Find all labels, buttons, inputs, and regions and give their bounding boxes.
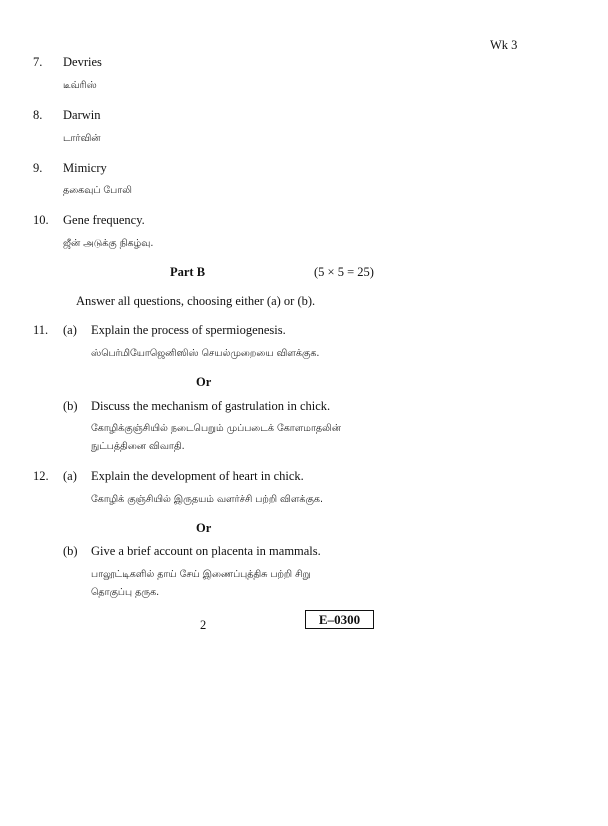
question-number: 9. bbox=[33, 161, 43, 175]
option-label: (b) bbox=[63, 399, 78, 413]
question-text-ta: கோழிக்குஞ்சியில் நடைபெறும் முப்படைக் கோளமாதலின் bbox=[91, 423, 341, 434]
page-number: 2 bbox=[200, 618, 207, 632]
question-number: 8. bbox=[33, 108, 43, 122]
question-text-en: Discuss the mechanism of gastrulation in chick. bbox=[91, 399, 331, 413]
question-number: 10. bbox=[33, 213, 49, 227]
question-text-ta: தொகுப்பு தருக. bbox=[91, 587, 160, 598]
option-label: (a) bbox=[63, 323, 77, 337]
question-text-en: Devries bbox=[63, 55, 102, 69]
question-number: 12. bbox=[33, 469, 49, 483]
question-text-en: Mimicry bbox=[63, 161, 107, 175]
question-text-ta: ஜீன் அடுக்கு நிகழ்வு. bbox=[63, 238, 154, 249]
question-text-en: Explain the process of spermiogenesis. bbox=[91, 323, 286, 337]
page-tag: Wk 3 bbox=[490, 38, 518, 52]
question-text-ta: டார்வின் bbox=[63, 133, 101, 144]
question-number: 11. bbox=[33, 323, 49, 337]
section-instruction: Answer all questions, choosing either (a) or (b). bbox=[76, 294, 316, 308]
option-label: (b) bbox=[63, 544, 78, 558]
paper-code-box: E–0300 bbox=[305, 610, 374, 629]
question-text-ta: தகைவுப் போலி bbox=[63, 185, 132, 196]
question-text-en: Give a brief account on placenta in mammals. bbox=[91, 544, 321, 558]
section-title: Part B bbox=[170, 265, 206, 279]
question-text-ta: கோழிக் குஞ்சியில் இருதயம் வளர்ச்சி பற்றி விளக்குக. bbox=[91, 494, 323, 505]
question-text-en: Explain the development of heart in chick. bbox=[91, 469, 304, 483]
or-separator: Or bbox=[196, 521, 212, 535]
section-marks: (5 × 5 = 25) bbox=[314, 265, 374, 279]
question-text-ta: ஸ்பெர்மியோஜெனிஸிஸ் செயல்முறையை விளக்குக. bbox=[91, 348, 320, 359]
option-label: (a) bbox=[63, 469, 77, 483]
question-text-ta: பாலூட்டிகளில் தாய் சேய் இணைப்புத்திசு பற்றி சிறு bbox=[91, 569, 311, 580]
question-number: 7. bbox=[33, 55, 43, 69]
question-text-en: Gene frequency. bbox=[63, 213, 145, 227]
question-text-ta: நுட்பத்தினை விவாதி. bbox=[91, 441, 185, 452]
or-separator: Or bbox=[196, 375, 212, 389]
question-text-ta: டீவ்ரிஸ் bbox=[63, 80, 97, 91]
question-text-en: Darwin bbox=[63, 108, 101, 122]
